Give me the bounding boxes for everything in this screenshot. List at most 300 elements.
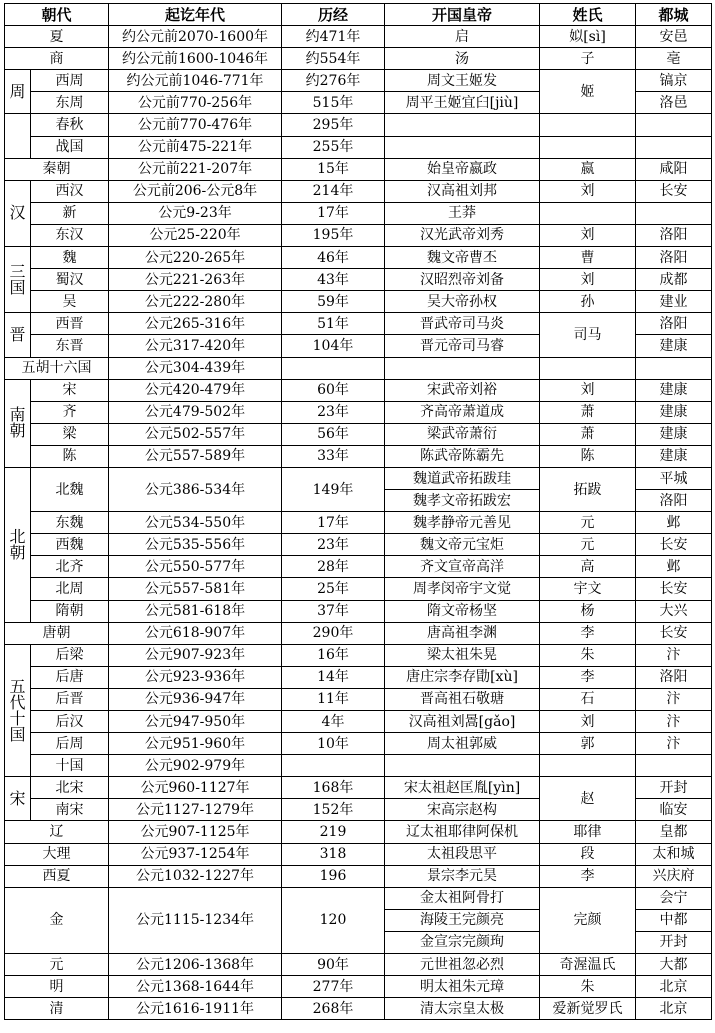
duration: 14年 — [282, 666, 385, 688]
dynasty-name: 清 — [5, 998, 109, 1020]
duration: 15年 — [282, 158, 385, 180]
founder: 周平王姬宜臼[jiù] — [385, 92, 540, 114]
founder: 魏道武帝拓跋珪 — [385, 467, 540, 489]
row-xia — [5, 26, 712, 48]
founder: 魏孝静帝元善见 — [385, 512, 540, 534]
duration — [282, 755, 385, 777]
period: 公元534-550年 — [109, 512, 282, 534]
dynasty-name: 梁 — [31, 423, 109, 445]
dynasty-name: 宋 — [31, 379, 109, 401]
founder: 晋元帝司马睿 — [385, 335, 540, 357]
founder: 汉昭烈帝刘备 — [385, 269, 540, 291]
surname: 刘 — [540, 180, 636, 202]
group-empty — [5, 114, 31, 158]
capital: 建康 — [636, 445, 712, 467]
founder: 汤 — [385, 48, 540, 70]
dynasty-table — [4, 3, 712, 1020]
founder — [385, 357, 540, 379]
period: 公元535-556年 — [109, 534, 282, 556]
period: 公元907-1125年 — [109, 821, 282, 843]
surname: 赵 — [540, 777, 636, 821]
capital: 安邑 — [636, 26, 712, 48]
dynasty-name: 五胡十六国 — [5, 357, 109, 379]
founder: 汉光武帝刘秀 — [385, 224, 540, 246]
surname: 石 — [540, 688, 636, 710]
period: 公元265-316年 — [109, 313, 282, 335]
capital: 咸阳 — [636, 158, 712, 180]
row-dali — [5, 843, 712, 865]
founder: 周孝闵帝宇文觉 — [385, 578, 540, 600]
founder — [385, 136, 540, 158]
header-founder: 开国皇帝 — [385, 4, 540, 26]
founder: 海陵王完颜亮 — [385, 909, 540, 931]
group-zhou: 周 — [5, 70, 31, 114]
dynasty-name: 后梁 — [31, 644, 109, 666]
surname: 朱 — [540, 976, 636, 998]
capital: 汴 — [636, 733, 712, 755]
row-zhanguo — [5, 136, 712, 158]
founder: 宋高宗赵构 — [385, 799, 540, 821]
dynasty-name: 东晋 — [31, 335, 109, 357]
period: 公元304-439年 — [109, 357, 282, 379]
founder: 宋太祖赵匡胤[yìn] — [385, 777, 540, 799]
surname — [540, 357, 636, 379]
duration: 318 — [282, 843, 385, 865]
duration: 90年 — [282, 954, 385, 976]
period: 公元936-947年 — [109, 688, 282, 710]
group-song: 宋 — [5, 777, 31, 821]
capital: 开封 — [636, 777, 712, 799]
row-tang — [5, 622, 712, 644]
period: 公元1127-1279年 — [109, 799, 282, 821]
surname: 杨 — [540, 600, 636, 622]
surname: 萧 — [540, 423, 636, 445]
duration: 46年 — [282, 247, 385, 269]
founder: 晋武帝司马炎 — [385, 313, 540, 335]
duration: 16年 — [282, 644, 385, 666]
founder: 魏文帝元宝炬 — [385, 534, 540, 556]
surname: 刘 — [540, 379, 636, 401]
period: 公元222-280年 — [109, 291, 282, 313]
duration: 17年 — [282, 202, 385, 224]
capital: 建业 — [636, 291, 712, 313]
row-qin — [5, 158, 712, 180]
founder: 清太宗皇太极 — [385, 998, 540, 1020]
capital: 建康 — [636, 423, 712, 445]
founder: 辽太祖耶律阿保机 — [385, 821, 540, 843]
capital: 长安 — [636, 180, 712, 202]
surname — [540, 202, 636, 224]
founder: 汉高祖刘邦 — [385, 180, 540, 202]
capital: 长安 — [636, 534, 712, 556]
capital: 大都 — [636, 954, 712, 976]
dynasty-name: 南宋 — [31, 799, 109, 821]
row-jin — [5, 887, 712, 909]
founder: 金太祖阿骨打 — [385, 887, 540, 909]
dynasty-name: 魏 — [31, 247, 109, 269]
capital: 建康 — [636, 335, 712, 357]
dynasty-name: 东魏 — [31, 512, 109, 534]
row-houliang — [5, 644, 712, 666]
duration: 17年 — [282, 512, 385, 534]
header-capital: 都城 — [636, 4, 712, 26]
period: 公元557-589年 — [109, 445, 282, 467]
period: 公元前770-256年 — [109, 92, 282, 114]
founder: 梁武帝萧衍 — [385, 423, 540, 445]
period: 约公元前2070-1600年 — [109, 26, 282, 48]
surname: 段 — [540, 843, 636, 865]
period: 公元581-618年 — [109, 600, 282, 622]
group-beichao: 北 朝 — [5, 467, 31, 622]
duration: 11年 — [282, 688, 385, 710]
duration: 104年 — [282, 335, 385, 357]
capital: 皇都 — [636, 821, 712, 843]
header-period: 起讫年代 — [109, 4, 282, 26]
row-xiwei — [5, 534, 712, 556]
capital: 成都 — [636, 269, 712, 291]
founder: 隋文帝杨坚 — [385, 600, 540, 622]
founder: 齐高帝萧道成 — [385, 401, 540, 423]
surname: 耶律 — [540, 821, 636, 843]
row-beizhou — [5, 578, 712, 600]
dynasty-name: 陈 — [31, 445, 109, 467]
period: 公元907-923年 — [109, 644, 282, 666]
founder: 吴大帝孙权 — [385, 291, 540, 313]
surname — [540, 755, 636, 777]
period: 公元557-581年 — [109, 578, 282, 600]
surname: 朱 — [540, 644, 636, 666]
surname: 陈 — [540, 445, 636, 467]
dynasty-name: 十国 — [31, 755, 109, 777]
duration: 约276年 — [282, 70, 385, 92]
row-shuhan — [5, 269, 712, 291]
row-shang — [5, 48, 712, 70]
dynasty-name: 北周 — [31, 578, 109, 600]
row-chen — [5, 445, 712, 467]
duration: 277年 — [282, 976, 385, 998]
capital: 临安 — [636, 799, 712, 821]
capital: 大兴 — [636, 600, 712, 622]
surname: 高 — [540, 556, 636, 578]
header-dynasty: 朝代 — [5, 4, 109, 26]
period: 公元1616-1911年 — [109, 998, 282, 1020]
founder: 梁太祖朱晃 — [385, 644, 540, 666]
capital: 洛阳 — [636, 313, 712, 335]
duration: 268年 — [282, 998, 385, 1020]
row-houtang — [5, 666, 712, 688]
duration: 10年 — [282, 733, 385, 755]
dynasty-name: 春秋 — [31, 114, 109, 136]
row-ming — [5, 976, 712, 998]
dynasty-name: 辽 — [5, 821, 109, 843]
capital: 洛阳 — [636, 666, 712, 688]
period: 公元960-1127年 — [109, 777, 282, 799]
dynasty-name: 隋朝 — [31, 600, 109, 622]
duration: 152年 — [282, 799, 385, 821]
row-wuhu — [5, 357, 712, 379]
dynasty-name: 西周 — [31, 70, 109, 92]
capital: 中都 — [636, 909, 712, 931]
surname: 刘 — [540, 711, 636, 733]
duration: 28年 — [282, 556, 385, 578]
duration: 33年 — [282, 445, 385, 467]
dynasty-name: 东周 — [31, 92, 109, 114]
group-jin: 晋 — [5, 313, 31, 357]
capital — [636, 202, 712, 224]
period: 公元25-220年 — [109, 224, 282, 246]
row-yuan — [5, 954, 712, 976]
dynasty-name: 夏 — [5, 26, 109, 48]
surname: 爱新觉罗氏 — [540, 998, 636, 1020]
row-sui — [5, 600, 712, 622]
dynasty-name: 后唐 — [31, 666, 109, 688]
surname: 拓跋 — [540, 467, 636, 511]
period: 公元1032-1227年 — [109, 865, 282, 887]
surname: 刘 — [540, 269, 636, 291]
duration: 219 — [282, 821, 385, 843]
founder: 宋武帝刘裕 — [385, 379, 540, 401]
founder — [385, 755, 540, 777]
founder: 周太祖郭威 — [385, 733, 540, 755]
period: 公元220-265年 — [109, 247, 282, 269]
surname: 姬 — [540, 70, 636, 114]
duration: 约471年 — [282, 26, 385, 48]
row-xihan — [5, 180, 712, 202]
row-houjin — [5, 688, 712, 710]
capital: 长安 — [636, 622, 712, 644]
duration: 25年 — [282, 578, 385, 600]
period: 公元386-534年 — [109, 467, 282, 511]
period: 公元420-479年 — [109, 379, 282, 401]
capital: 亳 — [636, 48, 712, 70]
duration: 43年 — [282, 269, 385, 291]
period: 公元1368-1644年 — [109, 976, 282, 998]
row-houzhou — [5, 733, 712, 755]
founder: 魏文帝曹丕 — [385, 247, 540, 269]
capital: 邺 — [636, 556, 712, 578]
row-qi — [5, 401, 712, 423]
surname — [540, 136, 636, 158]
header-duration: 历经 — [282, 4, 385, 26]
duration: 59年 — [282, 291, 385, 313]
row-wu — [5, 291, 712, 313]
founder: 魏孝文帝拓跋宏 — [385, 490, 540, 512]
capital — [636, 357, 712, 379]
surname: 刘 — [540, 224, 636, 246]
dynasty-name: 吴 — [31, 291, 109, 313]
row-dongwei — [5, 512, 712, 534]
surname: 元 — [540, 512, 636, 534]
row-wei — [5, 247, 712, 269]
founder: 元世祖忽必烈 — [385, 954, 540, 976]
duration: 195年 — [282, 224, 385, 246]
duration: 56年 — [282, 423, 385, 445]
capital: 洛阳 — [636, 247, 712, 269]
row-xixia — [5, 865, 712, 887]
capital — [636, 114, 712, 136]
duration: 37年 — [282, 600, 385, 622]
period: 约公元前1600-1046年 — [109, 48, 282, 70]
surname: 宇文 — [540, 578, 636, 600]
founder: 周文王姬发 — [385, 70, 540, 92]
capital: 太和城 — [636, 843, 712, 865]
capital: 洛邑 — [636, 92, 712, 114]
dynasty-name: 西夏 — [5, 865, 109, 887]
capital: 洛阳 — [636, 490, 712, 512]
period: 公元479-502年 — [109, 401, 282, 423]
duration: 51年 — [282, 313, 385, 335]
capital: 邺 — [636, 512, 712, 534]
founder: 景宗李元昊 — [385, 865, 540, 887]
capital: 长安 — [636, 578, 712, 600]
duration: 196 — [282, 865, 385, 887]
dynasty-name: 明 — [5, 976, 109, 998]
duration: 214年 — [282, 180, 385, 202]
row-liao — [5, 821, 712, 843]
surname: 完颜 — [540, 887, 636, 953]
row-qing — [5, 998, 712, 1020]
dynasty-name: 唐朝 — [5, 622, 109, 644]
surname: 司马 — [540, 313, 636, 357]
founder: 金宣宗完颜珣 — [385, 931, 540, 953]
surname: 奇渥温氏 — [540, 954, 636, 976]
row-houhan — [5, 711, 712, 733]
duration: 23年 — [282, 534, 385, 556]
row-beisong — [5, 777, 712, 799]
surname: 元 — [540, 534, 636, 556]
capital: 开封 — [636, 931, 712, 953]
duration: 120 — [282, 887, 385, 953]
period: 公元前770-476年 — [109, 114, 282, 136]
header-surname: 姓氏 — [540, 4, 636, 26]
row-beiqi — [5, 556, 712, 578]
founder: 太祖段思平 — [385, 843, 540, 865]
row-beiwei — [5, 467, 712, 489]
period: 公元317-420年 — [109, 335, 282, 357]
founder: 齐文宣帝高洋 — [385, 556, 540, 578]
period: 公元923-936年 — [109, 666, 282, 688]
period: 公元221-263年 — [109, 269, 282, 291]
dynasty-name: 蜀汉 — [31, 269, 109, 291]
dynasty-name: 秦朝 — [5, 158, 109, 180]
capital: 洛阳 — [636, 224, 712, 246]
dynasty-name: 北魏 — [31, 467, 109, 511]
dynasty-name: 西魏 — [31, 534, 109, 556]
dynasty-name: 后汉 — [31, 711, 109, 733]
capital: 北京 — [636, 998, 712, 1020]
surname: 李 — [540, 666, 636, 688]
surname: 孙 — [540, 291, 636, 313]
period: 公元502-557年 — [109, 423, 282, 445]
dynasty-name: 金 — [5, 887, 109, 953]
group-han: 汉 — [5, 180, 31, 246]
dynasty-name: 西汉 — [31, 180, 109, 202]
capital: 汴 — [636, 711, 712, 733]
surname — [540, 114, 636, 136]
founder: 汉高祖刘暠[gǎo] — [385, 711, 540, 733]
dynasty-name: 新 — [31, 202, 109, 224]
period: 公元618-907年 — [109, 622, 282, 644]
header-row — [5, 4, 712, 26]
duration: 290年 — [282, 622, 385, 644]
period: 约公元前1046-771年 — [109, 70, 282, 92]
dynasty-name: 齐 — [31, 401, 109, 423]
dynasty-name: 后晋 — [31, 688, 109, 710]
capital: 镐京 — [636, 70, 712, 92]
founder: 唐高祖李渊 — [385, 622, 540, 644]
period: 公元1206-1368年 — [109, 954, 282, 976]
row-shiguo — [5, 755, 712, 777]
surname: 姒[sì] — [540, 26, 636, 48]
founder: 王莽 — [385, 202, 540, 224]
row-donghan — [5, 224, 712, 246]
surname: 子 — [540, 48, 636, 70]
period: 公元951-960年 — [109, 733, 282, 755]
period: 公元550-577年 — [109, 556, 282, 578]
duration: 23年 — [282, 401, 385, 423]
group-sanguo: 三 国 — [5, 247, 31, 313]
founder: 晋高祖石敬瑭 — [385, 688, 540, 710]
founder: 明太祖朱元璋 — [385, 976, 540, 998]
period: 公元9-23年 — [109, 202, 282, 224]
row-xizhou — [5, 70, 712, 92]
row-liang — [5, 423, 712, 445]
duration: 149年 — [282, 467, 385, 511]
group-wudai: 五 代 十 国 — [5, 644, 31, 777]
duration: 515年 — [282, 92, 385, 114]
group-nanchao: 南 朝 — [5, 379, 31, 467]
surname: 李 — [540, 622, 636, 644]
row-xijin — [5, 313, 712, 335]
surname: 李 — [540, 865, 636, 887]
row-chunqiu — [5, 114, 712, 136]
row-xin — [5, 202, 712, 224]
capital: 建康 — [636, 401, 712, 423]
capital: 汴 — [636, 644, 712, 666]
surname: 萧 — [540, 401, 636, 423]
capital — [636, 755, 712, 777]
dynasty-name: 北宋 — [31, 777, 109, 799]
dynasty-name: 战国 — [31, 136, 109, 158]
surname: 郭 — [540, 733, 636, 755]
duration: 60年 — [282, 379, 385, 401]
period: 公元902-979年 — [109, 755, 282, 777]
founder — [385, 114, 540, 136]
dynasty-name: 元 — [5, 954, 109, 976]
duration — [282, 357, 385, 379]
dynasty-name: 西晋 — [31, 313, 109, 335]
dynasty-name: 北齐 — [31, 556, 109, 578]
period: 公元前475-221年 — [109, 136, 282, 158]
capital: 建康 — [636, 379, 712, 401]
dynasty-name: 商 — [5, 48, 109, 70]
duration: 295年 — [282, 114, 385, 136]
capital: 会宁 — [636, 887, 712, 909]
period: 公元947-950年 — [109, 711, 282, 733]
capital: 汴 — [636, 688, 712, 710]
dynasty-name: 东汉 — [31, 224, 109, 246]
surname: 嬴 — [540, 158, 636, 180]
period: 公元937-1254年 — [109, 843, 282, 865]
founder: 启 — [385, 26, 540, 48]
period: 公元1115-1234年 — [109, 887, 282, 953]
capital — [636, 136, 712, 158]
duration: 约554年 — [282, 48, 385, 70]
duration: 4年 — [282, 711, 385, 733]
founder: 始皇帝嬴政 — [385, 158, 540, 180]
capital: 平城 — [636, 467, 712, 489]
period: 公元前206-公元8年 — [109, 180, 282, 202]
